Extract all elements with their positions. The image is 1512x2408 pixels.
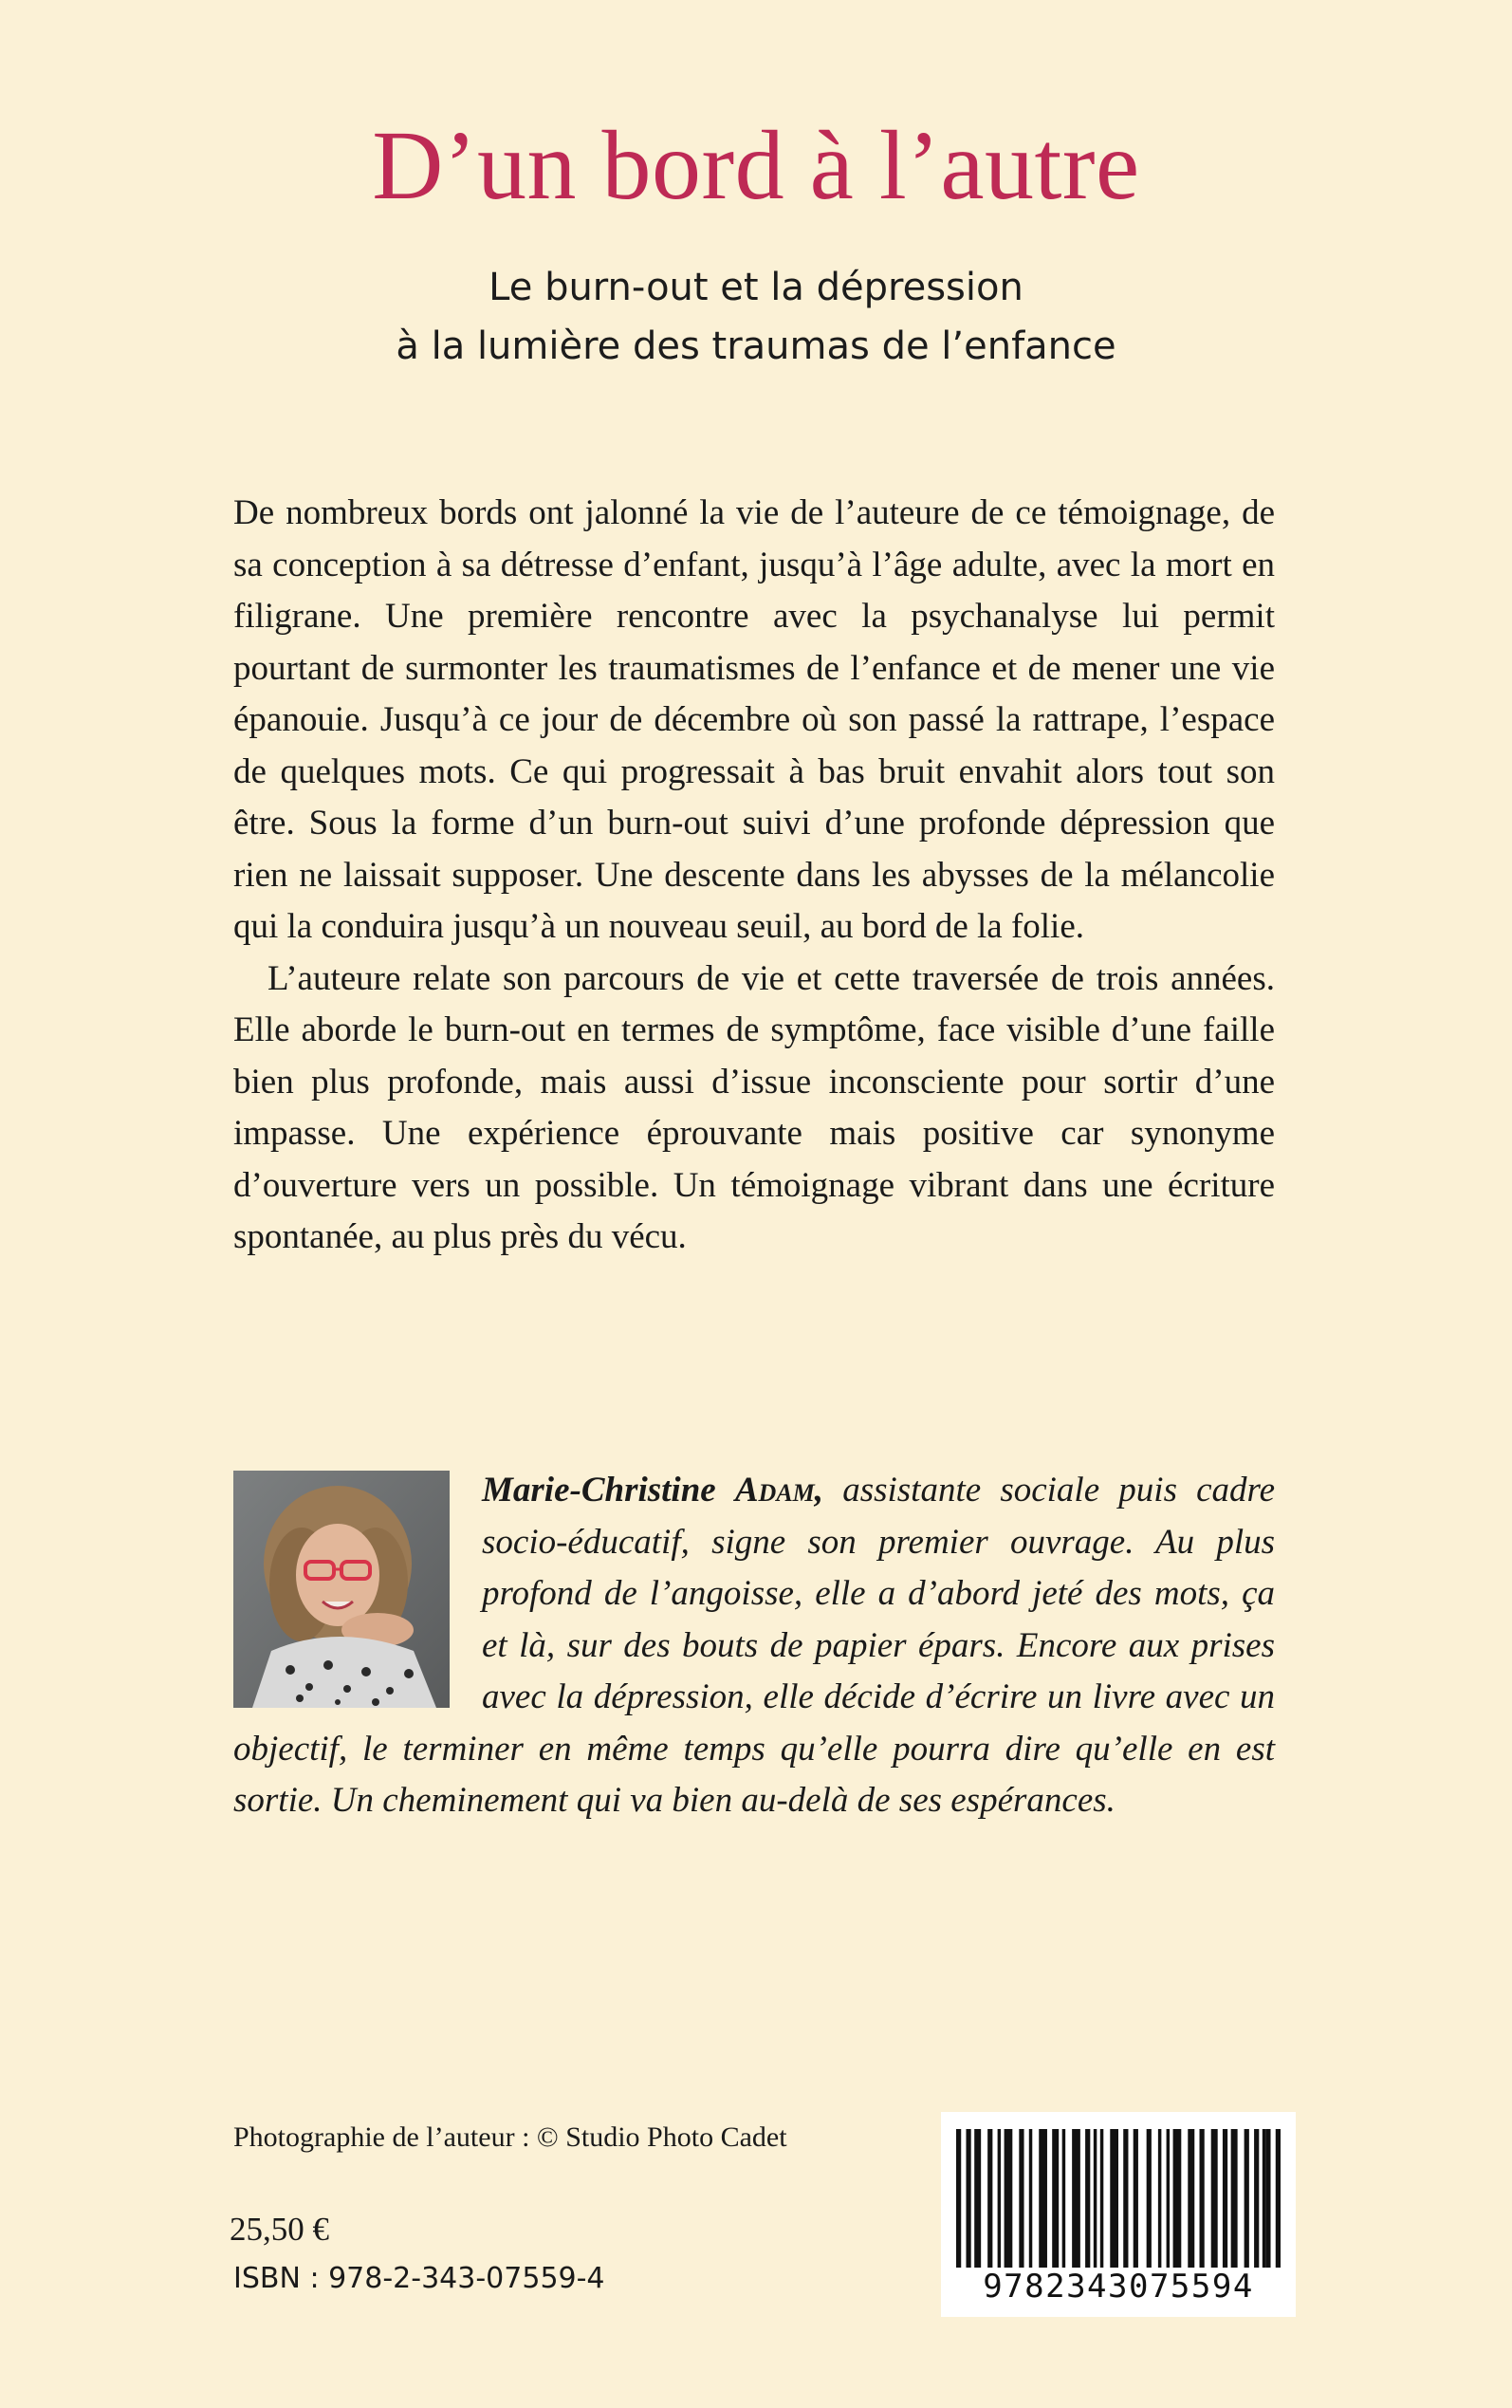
barcode bbox=[941, 2112, 1296, 2317]
book-title: D’un bord à l’autre bbox=[372, 111, 1140, 220]
book-price: 25,50 € bbox=[230, 2211, 329, 2248]
author-portrait-image bbox=[233, 1471, 450, 1708]
barcode-bar bbox=[1254, 2129, 1259, 2268]
summary-paragraph-1: De nombreux bords ont jalonné la vie de l’auteure de ce témoignage, de sa conception à sa détresse d’enfant, jusqu’à l’âge adulte, avec la mort en filigrane. Une première rencontre avec la psychanalyse lui permit pourtant de surmonter les traumatismes de l’enfance et de mener une vie épanouie. Jusqu’à ce jour de décembre où son passé la rattrape, l’espace de quelques mots. Ce qui progressait à bas bruit envahit alors tout son être. Sous la forme d’un burn-out suivi d’une profonde dépression que rien ne laissait supposer. Une descente dans les abysses de la mélancolie qui la conduira jusqu’à un nouveau seuil, au bord de la folie. bbox=[233, 493, 1275, 946]
book-subtitle bbox=[0, 258, 1512, 376]
barcode-bar bbox=[1211, 2129, 1218, 2268]
barcode-bar bbox=[1110, 2129, 1118, 2268]
barcode-bar bbox=[1005, 2129, 1013, 2268]
isbn-number: ISBN : 978-2-343-07559-4 bbox=[233, 2262, 605, 2295]
barcode-bar bbox=[1134, 2129, 1138, 2268]
author-biography bbox=[233, 1465, 1275, 1827]
subtitle-line-2: à la lumière des traumas de l’enfance bbox=[396, 324, 1116, 368]
barcode-bar bbox=[1276, 2129, 1281, 2268]
barcode-bar bbox=[1062, 2129, 1065, 2268]
book-summary bbox=[233, 488, 1275, 1264]
barcode-bar bbox=[1085, 2129, 1090, 2268]
photo-credit: Photographie de l’auteur : © Studio Photo Cadet bbox=[233, 2121, 787, 2153]
barcode-bar bbox=[987, 2129, 992, 2268]
barcode-bars bbox=[954, 2129, 1282, 2268]
barcode-bar bbox=[1200, 2129, 1205, 2268]
barcode-bar bbox=[1263, 2129, 1265, 2268]
barcode-bar bbox=[1123, 2129, 1128, 2268]
barcode-bar bbox=[974, 2129, 981, 2268]
author-photo bbox=[233, 1471, 450, 1708]
subtitle-line-1: Le burn-out et la dépression bbox=[489, 266, 1023, 309]
barcode-bar bbox=[1072, 2129, 1080, 2268]
barcode-digits: 9782343075594 bbox=[983, 2268, 1254, 2306]
barcode-bar bbox=[1223, 2129, 1227, 2268]
barcode-bar bbox=[1231, 2129, 1238, 2268]
author-bio-text: assistante sociale puis cadre socio-éducatif, signe son premier ouvrage. Au plus profond de l’angoisse, elle a d’abord jeté des mots, ça et là, sur des bouts de papier épars. Encore aux prises avec la dépression, elle décide d’écrire un livre avec un objectif, le terminer en même temps qu’elle pourra dire qu’elle en est sortie. Un cheminement qui va bien au-delà de ses espérances. bbox=[233, 1471, 1275, 1820]
barcode-bar bbox=[1188, 2129, 1194, 2268]
barcode-bar bbox=[956, 2129, 961, 2268]
barcode-bar bbox=[1245, 2129, 1249, 2268]
barcode-bar bbox=[1158, 2129, 1161, 2268]
barcode-bar bbox=[1029, 2129, 1032, 2268]
barcode-bar bbox=[1173, 2129, 1182, 2268]
summary-paragraph-2: L’auteure relate son parcours de vie et cette traversée de trois années. Elle aborde le burn-out en termes de symptôme, face visible d’une faille bien plus profonde, mais aussi d’issue inconsciente pour sortir d’une impasse. Une expérience éprouvante mais positive car synonyme d’ouverture vers un possible. Un témoignage vibrant dans une écriture spontanée, au plus près du vécu. bbox=[233, 958, 1275, 1256]
barcode-bar bbox=[998, 2129, 1001, 2268]
author-last-name: Adam, bbox=[734, 1471, 824, 1510]
barcode-bar bbox=[1019, 2129, 1023, 2268]
barcode-bar bbox=[1094, 2129, 1097, 2268]
barcode-bar bbox=[966, 2129, 970, 2268]
barcode-bar bbox=[1167, 2129, 1170, 2268]
author-first-name: Marie-Christine bbox=[482, 1471, 735, 1510]
barcode-bar bbox=[1052, 2129, 1059, 2268]
barcode-bar bbox=[1100, 2129, 1103, 2268]
barcode-bar bbox=[1265, 2129, 1270, 2268]
barcode-bar bbox=[1039, 2129, 1047, 2268]
barcode-bar bbox=[1147, 2129, 1152, 2268]
